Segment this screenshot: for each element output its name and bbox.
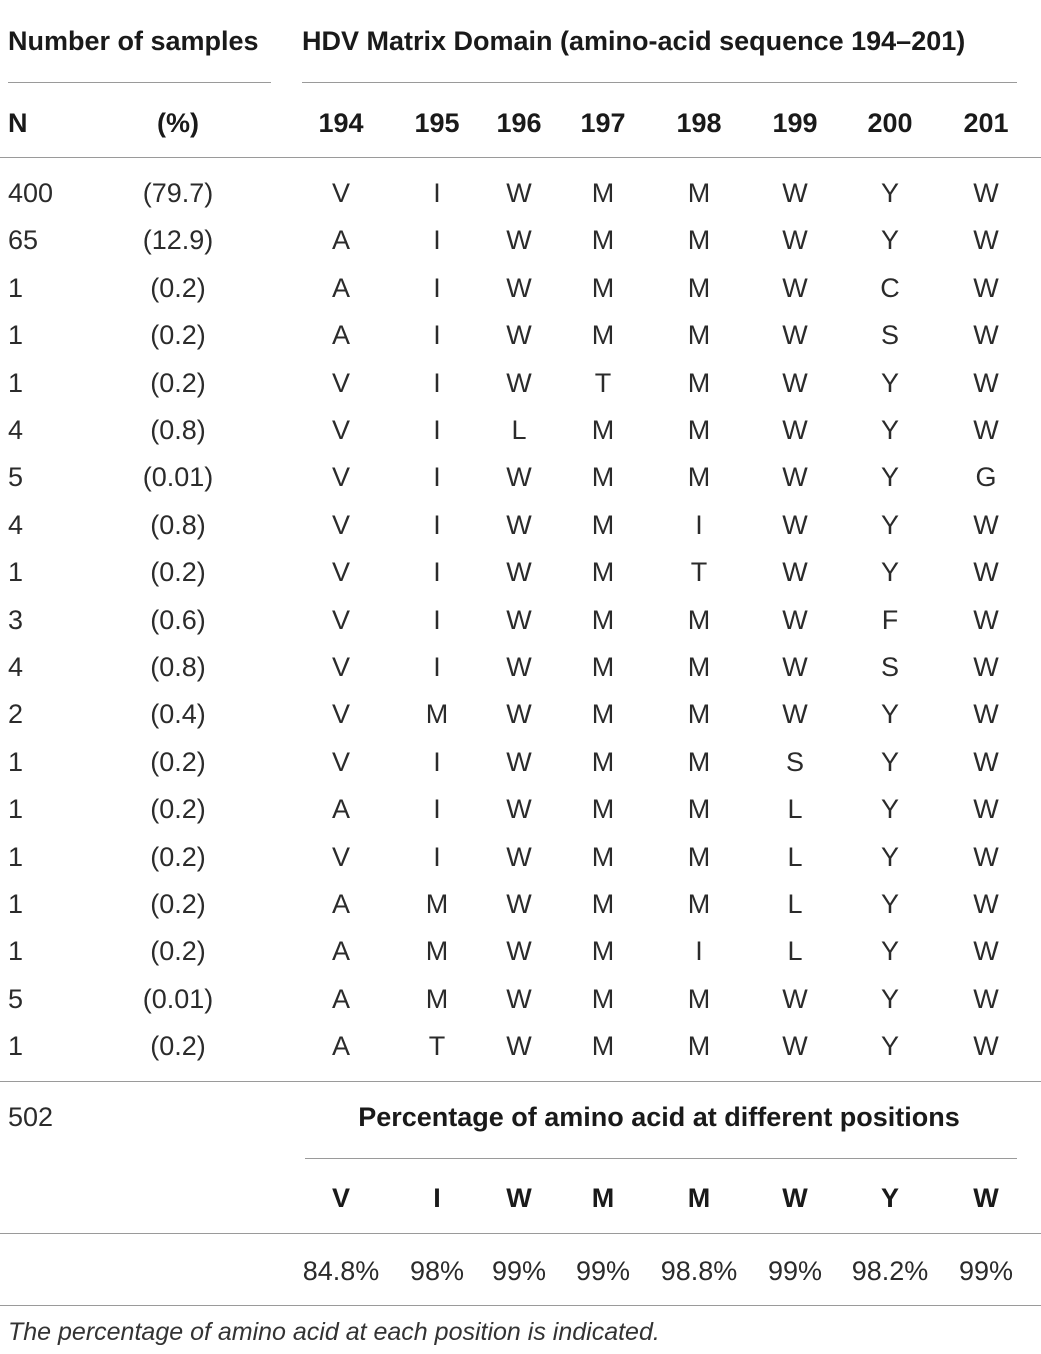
summary-title-rule	[305, 1158, 1017, 1159]
amino-acid-cell: A	[331, 984, 351, 1014]
amino-acid-cell: Y	[880, 747, 900, 777]
amino-acid-cell: W	[973, 984, 999, 1014]
amino-acid-cell: M	[591, 936, 615, 966]
amino-acid-cell: M	[425, 889, 449, 919]
summary-title: Percentage of amino acid at different positions	[358, 1102, 960, 1132]
amino-acid-cell: S	[880, 652, 900, 682]
amino-acid-cell: V	[331, 652, 351, 682]
sample-percent: (0.2)	[150, 936, 206, 966]
sample-percent: (0.2)	[150, 747, 206, 777]
amino-acid-cell: Y	[880, 1031, 900, 1061]
sample-percent: (0.2)	[150, 794, 206, 824]
amino-acid-cell: L	[787, 936, 803, 966]
amino-acid-cell: M	[687, 273, 711, 303]
amino-acid-cell: I	[433, 320, 441, 350]
amino-acid-cell: A	[331, 1031, 351, 1061]
amino-acid-cell: I	[433, 794, 441, 824]
amino-acid-cell: M	[687, 699, 711, 729]
amino-acid-cell: M	[591, 557, 615, 587]
amino-acid-cell: W	[506, 984, 532, 1014]
amino-acid-cell: M	[687, 225, 711, 255]
amino-acid-cell: W	[782, 225, 808, 255]
amino-acid-cell: M	[591, 605, 615, 635]
amino-acid-cell: M	[591, 1031, 615, 1061]
sample-percent: (0.2)	[150, 557, 206, 587]
position-percentage: 98.2%	[851, 1256, 929, 1286]
position-percentage: 98.8%	[660, 1256, 738, 1286]
consensus-amino-acid: I	[433, 1183, 441, 1213]
amino-acid-cell: I	[433, 368, 441, 398]
position-percentage: 99%	[575, 1256, 631, 1286]
amino-acid-cell: W	[782, 178, 808, 208]
n-column-header: N	[8, 108, 28, 138]
amino-acid-cell: M	[591, 842, 615, 872]
amino-acid-cell: W	[973, 557, 999, 587]
amino-acid-cell: W	[973, 889, 999, 919]
sample-count: 1	[8, 368, 24, 398]
amino-acid-cell: F	[881, 605, 899, 635]
amino-acid-cell: Y	[880, 225, 900, 255]
amino-acid-cell: W	[506, 605, 532, 635]
amino-acid-cell: T	[594, 368, 612, 398]
total-samples: 502	[8, 1102, 54, 1132]
amino-acid-cell: A	[331, 889, 351, 919]
amino-acid-cell: M	[425, 699, 449, 729]
amino-acid-cell: M	[591, 510, 615, 540]
amino-acid-cell: W	[506, 936, 532, 966]
amino-acid-cell: M	[591, 178, 615, 208]
consensus-amino-acid: M	[687, 1183, 711, 1213]
amino-acid-cell: W	[973, 225, 999, 255]
amino-acid-cell: G	[975, 462, 997, 492]
amino-acid-cell: W	[782, 652, 808, 682]
percent-column-header: (%)	[157, 108, 199, 138]
consensus-bottom-rule	[0, 1233, 1041, 1234]
amino-acid-cell: V	[331, 605, 351, 635]
amino-acid-cell: L	[787, 794, 803, 824]
amino-acid-cell: I	[433, 273, 441, 303]
amino-acid-cell: I	[433, 652, 441, 682]
amino-acid-cell: Y	[880, 557, 900, 587]
amino-acid-cell: W	[506, 462, 532, 492]
amino-acid-cell: W	[506, 557, 532, 587]
amino-acid-cell: L	[787, 842, 803, 872]
amino-acid-cell: W	[506, 842, 532, 872]
table-bottom-rule	[0, 1305, 1041, 1306]
amino-acid-cell: M	[687, 842, 711, 872]
amino-acid-cell: M	[687, 605, 711, 635]
amino-acid-cell: M	[591, 984, 615, 1014]
amino-acid-cell: M	[687, 415, 711, 445]
footnote: The percentage of amino acid at each position is indicated.	[8, 1318, 660, 1346]
amino-acid-cell: Y	[880, 415, 900, 445]
amino-acid-cell: Y	[880, 462, 900, 492]
amino-acid-cell: Y	[880, 889, 900, 919]
amino-acid-cell: W	[782, 415, 808, 445]
amino-acid-cell: L	[787, 889, 803, 919]
amino-acid-cell: W	[973, 273, 999, 303]
amino-acid-cell: V	[331, 415, 351, 445]
amino-acid-cell: W	[506, 368, 532, 398]
amino-acid-cell: M	[687, 178, 711, 208]
amino-acid-cell: W	[973, 320, 999, 350]
amino-acid-cell: W	[506, 178, 532, 208]
amino-acid-cell: M	[591, 273, 615, 303]
amino-acid-cell: W	[973, 794, 999, 824]
amino-acid-cell: A	[331, 273, 351, 303]
amino-acid-cell: W	[782, 557, 808, 587]
amino-acid-cell: T	[690, 557, 708, 587]
amino-acid-cell: A	[331, 936, 351, 966]
amino-acid-cell: W	[973, 1031, 999, 1061]
amino-acid-cell: M	[687, 320, 711, 350]
sample-count: 4	[8, 510, 24, 540]
header-bottom-rule	[0, 157, 1041, 158]
amino-acid-cell: I	[695, 510, 703, 540]
amino-acid-cell: I	[433, 415, 441, 445]
amino-acid-cell: V	[331, 842, 351, 872]
amino-acid-cell: M	[425, 936, 449, 966]
sample-count: 3	[8, 605, 24, 635]
sample-count: 1	[8, 889, 24, 919]
amino-acid-cell: W	[782, 510, 808, 540]
consensus-amino-acid: W	[973, 1183, 999, 1213]
position-percentage: 99%	[491, 1256, 547, 1286]
body-bottom-rule	[0, 1081, 1041, 1082]
consensus-amino-acid: Y	[880, 1183, 900, 1213]
position-percentage: 99%	[958, 1256, 1014, 1286]
amino-acid-cell: W	[973, 605, 999, 635]
amino-acid-cell: W	[973, 178, 999, 208]
amino-acid-cell: W	[782, 273, 808, 303]
amino-acid-cell: A	[331, 794, 351, 824]
domain-header-rule	[302, 82, 1017, 83]
amino-acid-cell: W	[973, 652, 999, 682]
sample-percent: (0.2)	[150, 1031, 206, 1061]
amino-acid-cell: W	[506, 794, 532, 824]
sample-count: 1	[8, 842, 24, 872]
amino-acid-cell: W	[506, 652, 532, 682]
amino-acid-cell: M	[591, 794, 615, 824]
sample-percent: (0.2)	[150, 842, 206, 872]
sample-count: 1	[8, 1031, 24, 1061]
sample-count: 4	[8, 652, 24, 682]
amino-acid-cell: Y	[880, 794, 900, 824]
amino-acid-cell: I	[433, 842, 441, 872]
amino-acid-cell: W	[506, 510, 532, 540]
amino-acid-cell: I	[433, 462, 441, 492]
sample-count: 1	[8, 273, 24, 303]
domain-header: HDV Matrix Domain (amino-acid sequence 194–201)	[302, 26, 966, 56]
amino-acid-cell: W	[782, 462, 808, 492]
amino-acid-cell: W	[506, 1031, 532, 1061]
position-header-199: 199	[772, 108, 818, 138]
amino-acid-cell: T	[428, 1031, 446, 1061]
sample-percent: (0.01)	[142, 984, 214, 1014]
amino-acid-cell: M	[591, 225, 615, 255]
amino-acid-cell: V	[331, 747, 351, 777]
amino-acid-cell: M	[591, 652, 615, 682]
sample-count: 1	[8, 794, 24, 824]
samples-header: Number of samples	[8, 26, 259, 56]
sample-percent: (0.2)	[150, 273, 206, 303]
amino-acid-cell: V	[331, 557, 351, 587]
amino-acid-cell: W	[973, 510, 999, 540]
position-percentage: 98%	[409, 1256, 465, 1286]
amino-acid-cell: M	[687, 652, 711, 682]
amino-acid-cell: A	[331, 320, 351, 350]
amino-acid-cell: M	[591, 747, 615, 777]
amino-acid-cell: A	[331, 225, 351, 255]
amino-acid-cell: I	[433, 510, 441, 540]
amino-acid-cell: M	[687, 462, 711, 492]
amino-acid-cell: I	[433, 225, 441, 255]
sample-percent: (0.2)	[150, 889, 206, 919]
amino-acid-cell: M	[687, 984, 711, 1014]
sample-percent: (0.6)	[150, 605, 206, 635]
amino-acid-cell: W	[973, 368, 999, 398]
sample-count: 5	[8, 984, 24, 1014]
sample-percent: (0.01)	[142, 462, 214, 492]
sample-count: 1	[8, 557, 24, 587]
amino-acid-cell: Y	[880, 699, 900, 729]
sample-percent: (0.8)	[150, 510, 206, 540]
amino-acid-cell: Y	[880, 510, 900, 540]
amino-acid-cell: W	[506, 225, 532, 255]
amino-acid-cell: W	[782, 1031, 808, 1061]
amino-acid-cell: M	[591, 699, 615, 729]
position-header-196: 196	[496, 108, 542, 138]
amino-acid-cell: V	[331, 368, 351, 398]
amino-acid-cell: W	[506, 747, 532, 777]
sample-percent: (79.7)	[142, 178, 214, 208]
sample-percent: (0.4)	[150, 699, 206, 729]
sample-percent: (0.2)	[150, 320, 206, 350]
sample-percent: (0.2)	[150, 368, 206, 398]
consensus-amino-acid: W	[782, 1183, 808, 1213]
amino-acid-cell: M	[687, 889, 711, 919]
amino-acid-cell: I	[433, 605, 441, 635]
amino-acid-cell: W	[973, 747, 999, 777]
position-header-194: 194	[318, 108, 364, 138]
consensus-amino-acid: M	[591, 1183, 615, 1213]
position-percentage: 84.8%	[302, 1256, 380, 1286]
amino-acid-cell: W	[973, 699, 999, 729]
amino-acid-cell: I	[433, 747, 441, 777]
amino-acid-cell: W	[782, 984, 808, 1014]
position-header-197: 197	[580, 108, 626, 138]
amino-acid-cell: W	[782, 368, 808, 398]
sample-count: 1	[8, 936, 24, 966]
amino-acid-cell: W	[973, 415, 999, 445]
consensus-amino-acid: V	[331, 1183, 351, 1213]
amino-acid-cell: Y	[880, 984, 900, 1014]
sample-count: 4	[8, 415, 24, 445]
amino-acid-cell: Y	[880, 368, 900, 398]
sample-count: 1	[8, 747, 24, 777]
amino-acid-cell: V	[331, 699, 351, 729]
sample-percent: (12.9)	[142, 225, 214, 255]
amino-acid-cell: Y	[880, 178, 900, 208]
amino-acid-cell: S	[880, 320, 900, 350]
sample-count: 65	[8, 225, 39, 255]
position-header-198: 198	[676, 108, 722, 138]
position-header-195: 195	[414, 108, 460, 138]
amino-acid-cell: W	[782, 699, 808, 729]
amino-acid-cell: M	[687, 1031, 711, 1061]
position-percentage: 99%	[767, 1256, 823, 1286]
sample-count: 5	[8, 462, 24, 492]
amino-acid-cell: I	[695, 936, 703, 966]
amino-acid-cell: W	[782, 320, 808, 350]
amino-acid-cell: V	[331, 178, 351, 208]
amino-acid-cell: M	[425, 984, 449, 1014]
amino-acid-cell: W	[973, 842, 999, 872]
sample-count: 1	[8, 320, 24, 350]
amino-acid-cell: Y	[880, 842, 900, 872]
amino-acid-cell: M	[591, 462, 615, 492]
amino-acid-cell: M	[591, 320, 615, 350]
amino-acid-cell: M	[591, 415, 615, 445]
amino-acid-cell: S	[785, 747, 805, 777]
amino-acid-cell: W	[506, 889, 532, 919]
amino-acid-cell: V	[331, 510, 351, 540]
amino-acid-cell: W	[506, 273, 532, 303]
amino-acid-cell: W	[973, 936, 999, 966]
amino-acid-cell: I	[433, 178, 441, 208]
amino-acid-cell: M	[687, 747, 711, 777]
amino-acid-cell: M	[591, 889, 615, 919]
sample-count: 2	[8, 699, 24, 729]
amino-acid-cell: C	[880, 273, 900, 303]
sample-percent: (0.8)	[150, 652, 206, 682]
amino-acid-cell: W	[506, 320, 532, 350]
position-header-201: 201	[963, 108, 1009, 138]
amino-acid-cell: V	[331, 462, 351, 492]
samples-header-rule	[8, 82, 271, 83]
amino-acid-cell: I	[433, 557, 441, 587]
sample-count: 400	[8, 178, 54, 208]
amino-acid-cell: Y	[880, 936, 900, 966]
sample-percent: (0.8)	[150, 415, 206, 445]
amino-acid-cell: W	[782, 605, 808, 635]
amino-acid-cell: W	[506, 699, 532, 729]
amino-acid-cell: M	[687, 368, 711, 398]
position-header-200: 200	[867, 108, 913, 138]
amino-acid-cell: L	[511, 415, 527, 445]
amino-acid-cell: M	[687, 794, 711, 824]
consensus-amino-acid: W	[506, 1183, 532, 1213]
